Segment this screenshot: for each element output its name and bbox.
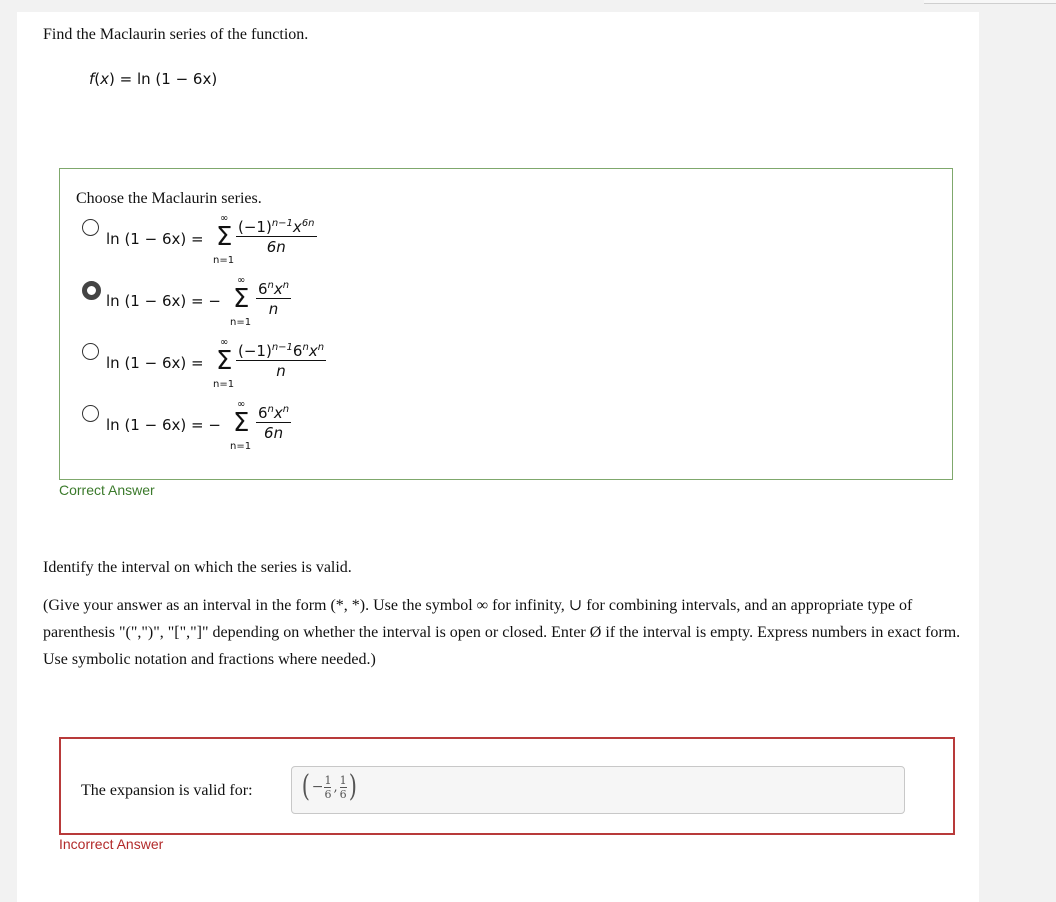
part1-feedback: Correct Answer	[59, 482, 155, 498]
top-edge	[924, 0, 1056, 4]
choice-1-fraction	[236, 215, 317, 257]
part2-instructions: (Give your answer as an interval in the form (*, *). Use the symbol ∞ for infinity, ∪ for combining intervals, and an appropriate type of parenthesis "(",")", "[","]" depending on whether the interval is open or closed. Enter Ø if the interval is empty. Express numbers in exact form. Use symbolic notation and fractions where needed.)	[43, 597, 961, 668]
choice-3-fraction	[236, 339, 326, 381]
answer-label: The expansion is valid for:	[81, 782, 253, 799]
choice-2-fraction	[256, 277, 291, 319]
question-prompt: Find the Maclaurin series of the function.	[43, 26, 309, 43]
choice-2-upper: ∞	[237, 275, 246, 286]
choice-4-lhs: ln (1 − 6x) = −	[106, 416, 221, 434]
part2-feedback: Incorrect Answer	[59, 836, 164, 852]
close-paren: )	[348, 769, 357, 804]
choice-4-sigma: Σ	[233, 408, 250, 438]
num-exp: 6n	[301, 218, 315, 229]
num-exp: n	[282, 280, 290, 291]
lower-bound-fraction: 1 6	[324, 773, 332, 801]
part1-prompt: Choose the Maclaurin series.	[76, 190, 262, 207]
choice-2-lhs: ln (1 − 6x) = −	[106, 292, 221, 310]
choice-4-lower: n=1	[230, 441, 252, 452]
denominator: n	[276, 362, 286, 380]
interval-answer-input[interactable]	[291, 766, 905, 814]
function-name: f	[89, 70, 95, 88]
num-var: x	[308, 342, 318, 360]
num-exp: n	[282, 404, 290, 415]
num-exp: n	[317, 342, 325, 353]
choice-1-sigma: Σ	[216, 222, 233, 252]
num-var: x	[273, 280, 283, 298]
interval-answer-value	[300, 769, 358, 804]
num-exp: n−1	[271, 218, 293, 229]
num-var: x	[273, 404, 283, 422]
radio-choice-2-selected[interactable]	[82, 281, 101, 300]
choice-3-lower: n=1	[213, 379, 235, 390]
choice-2-lower: n=1	[230, 317, 252, 328]
num-base: (−1)	[238, 342, 272, 360]
function-var: x	[100, 70, 110, 88]
upper-bound-fraction: 1 6	[339, 773, 347, 801]
minus-sign: −	[311, 779, 324, 795]
choice-3-lhs: ln (1 − 6x) =	[106, 354, 204, 372]
num-exp: n−1	[271, 342, 293, 353]
question-page	[17, 12, 979, 902]
num-base: 6	[258, 404, 268, 422]
num-base: 6	[258, 280, 268, 298]
function-definition: f(x) = ln (1 − 6x)	[89, 70, 218, 88]
series-choice-panel	[59, 168, 953, 480]
choice-4-fraction	[256, 401, 291, 443]
choice-1-lower: n=1	[213, 255, 235, 266]
open-paren: (	[301, 769, 310, 804]
radio-choice-1[interactable]	[82, 219, 99, 236]
choice-3-sigma: Σ	[216, 346, 233, 376]
denominator: 6n	[266, 238, 286, 256]
num-base: 6	[292, 342, 303, 360]
choice-2-sigma: Σ	[233, 284, 250, 314]
choice-1-upper: ∞	[220, 213, 229, 224]
radio-choice-4[interactable]	[82, 405, 99, 422]
num-var: x	[292, 218, 302, 236]
part2-prompt: Identify the interval on which the series is valid.	[43, 559, 352, 576]
comma: ,	[333, 779, 338, 795]
function-rhs: = ln (1 − 6x)	[119, 70, 218, 88]
num-exp: n	[267, 280, 274, 291]
denominator: 6n	[264, 424, 284, 442]
interval-answer-panel	[59, 737, 955, 835]
choice-3-upper: ∞	[220, 337, 229, 348]
num-exp: n	[267, 404, 274, 415]
denominator: n	[268, 300, 279, 318]
num-exp: n	[302, 342, 309, 353]
radio-choice-3[interactable]	[82, 343, 99, 360]
choice-1-lhs: ln (1 − 6x) =	[106, 230, 204, 248]
num-base: (−1)	[238, 218, 272, 236]
choice-4-upper: ∞	[237, 399, 246, 410]
